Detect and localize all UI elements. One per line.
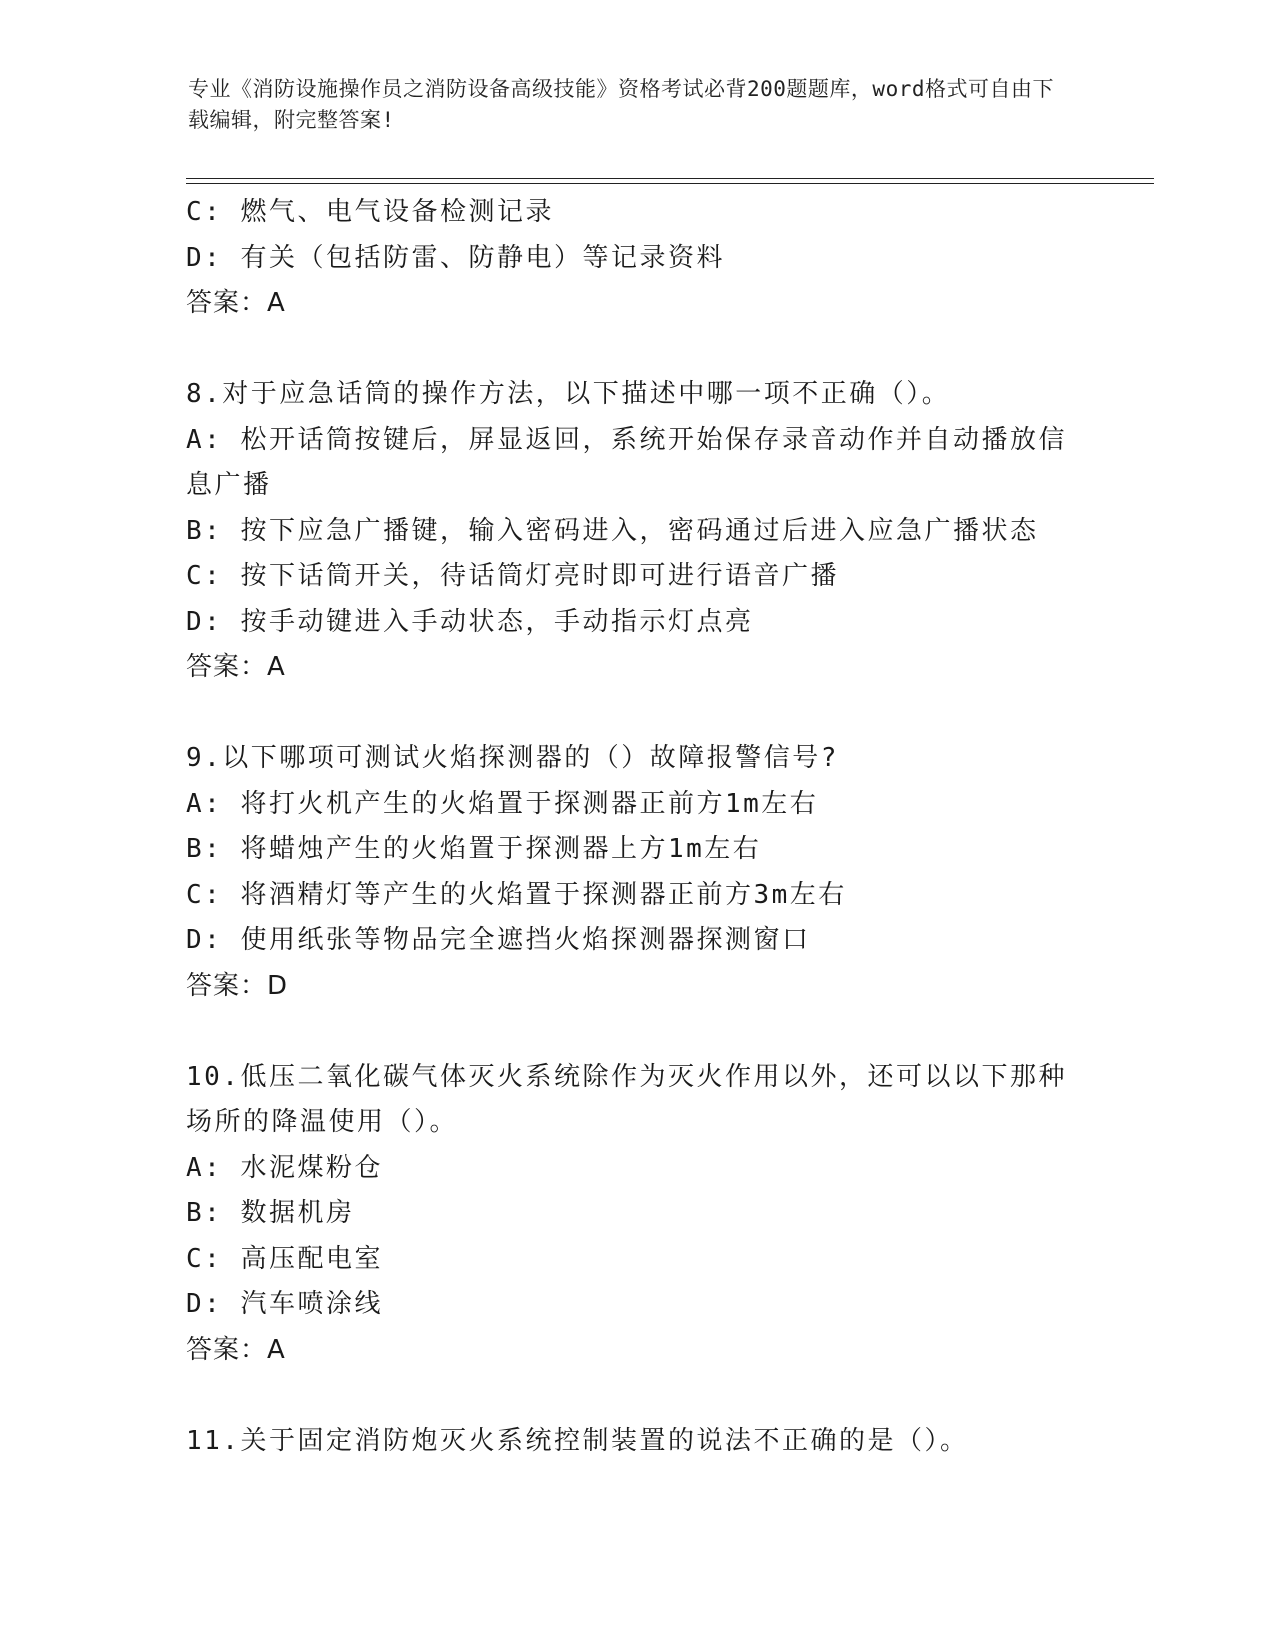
option-d: D: 汽车喷涂线 <box>186 1289 383 1319</box>
question-block-11 <box>186 1419 1086 1465</box>
option-c: C: 高压配电室 <box>186 1243 383 1274</box>
option-d: D: 按手动键进入手动状态，手动指示灯点亮 <box>186 606 754 637</box>
question-stem: 9.以下哪项可测试火焰探测器的（）故障报警信号? <box>186 743 839 773</box>
answer: 答案：A <box>186 288 286 318</box>
question-list <box>186 190 1086 1464</box>
answer: 答案：A <box>186 652 286 682</box>
option-b: B: 按下应急广播键，输入密码进入，密码通过后进入应急广播状态 <box>186 515 1039 546</box>
option-c: C: 按下话筒开关，待话筒灯亮时即可进行语音广播 <box>186 561 839 591</box>
option-b: B: 数据机房 <box>186 1198 355 1228</box>
header-rule-bottom <box>186 183 1154 184</box>
document-header: 专业《消防设施操作员之消防设备高级技能》资格考试必背200题题库，word格式可自由下载编辑，附完整答案! <box>188 77 1054 132</box>
option-a: A: 将打火机产生的火焰置于探测器正前方1m左右 <box>186 788 819 819</box>
question-block-8 <box>186 372 1086 691</box>
question-block-7 <box>186 190 1086 327</box>
question-block-10 <box>186 1055 1086 1374</box>
answer: 答案：A <box>186 1334 286 1365</box>
answer: 答案：D <box>186 970 289 1001</box>
option-c: C: 燃气、电气设备检测记录 <box>186 197 554 227</box>
option-a: A: 松开话筒按键后，屏显返回，系统开始保存录音动作并自动播放信息广播 <box>186 424 1067 500</box>
question-block-9 <box>186 736 1086 1009</box>
option-a: A: 水泥煤粉仓 <box>186 1152 383 1183</box>
option-d: D: 有关（包括防雷、防静电）等记录资料 <box>186 242 725 273</box>
option-c: C: 将酒精灯等产生的火焰置于探测器正前方3m左右 <box>186 879 847 910</box>
question-stem: 11.关于固定消防炮灭火系统控制装置的说法不正确的是（）。 <box>186 1425 969 1456</box>
question-stem: 8.对于应急话筒的操作方法，以下描述中哪一项不正确（）。 <box>186 379 951 409</box>
option-b: B: 将蜡烛产生的火焰置于探测器上方1m左右 <box>186 834 762 864</box>
header-rule-top <box>186 178 1154 179</box>
option-d: D: 使用纸张等物品完全遮挡火焰探测器探测窗口 <box>186 925 811 955</box>
question-stem: 10.低压二氧化碳气体灭火系统除作为灭火作用以外，还可以以下那种场所的降温使用（）。 <box>186 1061 1067 1137</box>
